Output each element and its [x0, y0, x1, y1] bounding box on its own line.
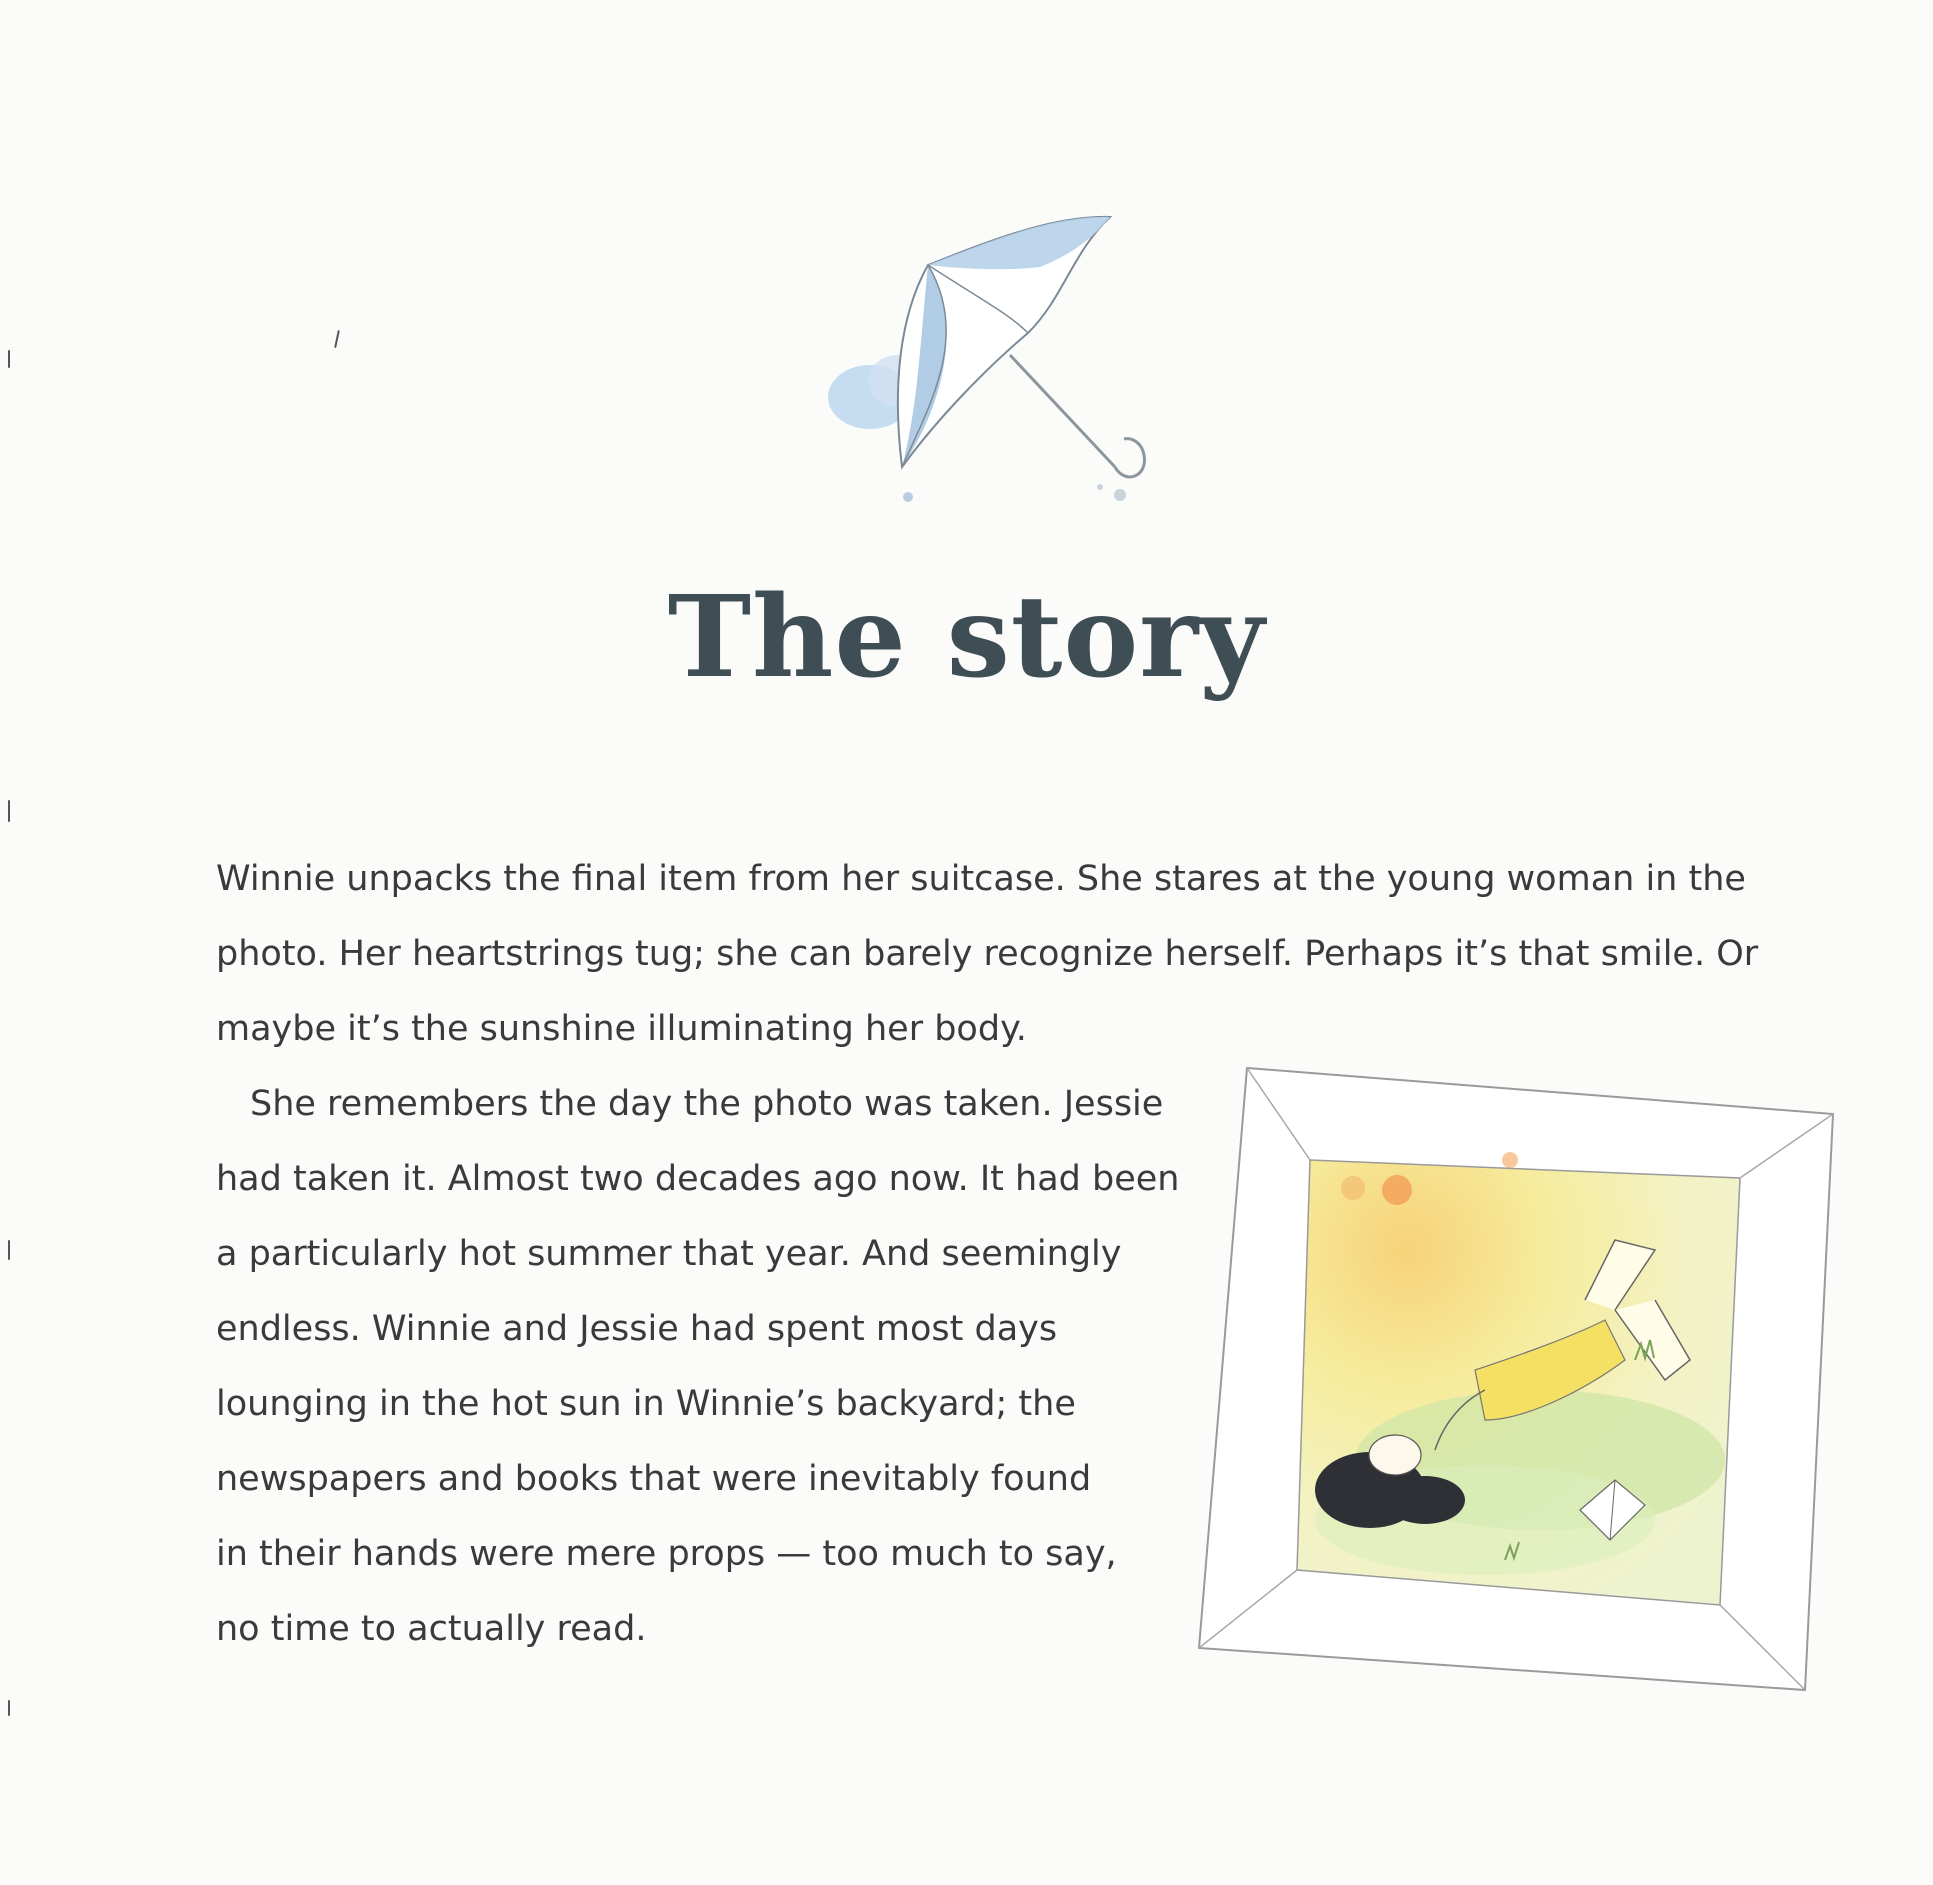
paragraph-2-line: newspapers and books that were inevitably found — [216, 1459, 1092, 1499]
page-title: The story — [667, 572, 1266, 703]
umbrella-icon — [820, 205, 1180, 525]
paragraph-2-line: a particularly hot summer that year. And seemingly — [216, 1234, 1122, 1274]
paragraph-2-line: no time to actually read. — [216, 1609, 647, 1649]
paragraph-1-line: Winnie unpacks the final item from her suitcase. She stares at the young woman in the — [216, 859, 1746, 899]
paragraph-2-line: in their hands were mere props — too much to say, — [216, 1534, 1117, 1574]
paragraph-1-line: maybe it’s the sunshine illuminating her body. — [216, 1009, 1027, 1049]
paragraph-2-line: lounging in the hot sun in Winnie’s backyard; the — [216, 1384, 1076, 1424]
paragraph-1-line: photo. Her heartstrings tug; she can barely recognize herself. Perhaps it’s that smile. Or — [216, 934, 1759, 974]
paragraph-2 — [216, 1067, 1196, 1667]
paragraph-2-line: She remembers the day the photo was taken. Jessie — [250, 1084, 1164, 1124]
paragraph-2-line: endless. Winnie and Jessie had spent most days — [216, 1309, 1058, 1349]
paragraph-1 — [216, 842, 1796, 1067]
paragraph-2-line: had taken it. Almost two decades ago now. It had been — [216, 1159, 1180, 1199]
framed-photo-illustration — [1185, 1060, 1845, 1720]
